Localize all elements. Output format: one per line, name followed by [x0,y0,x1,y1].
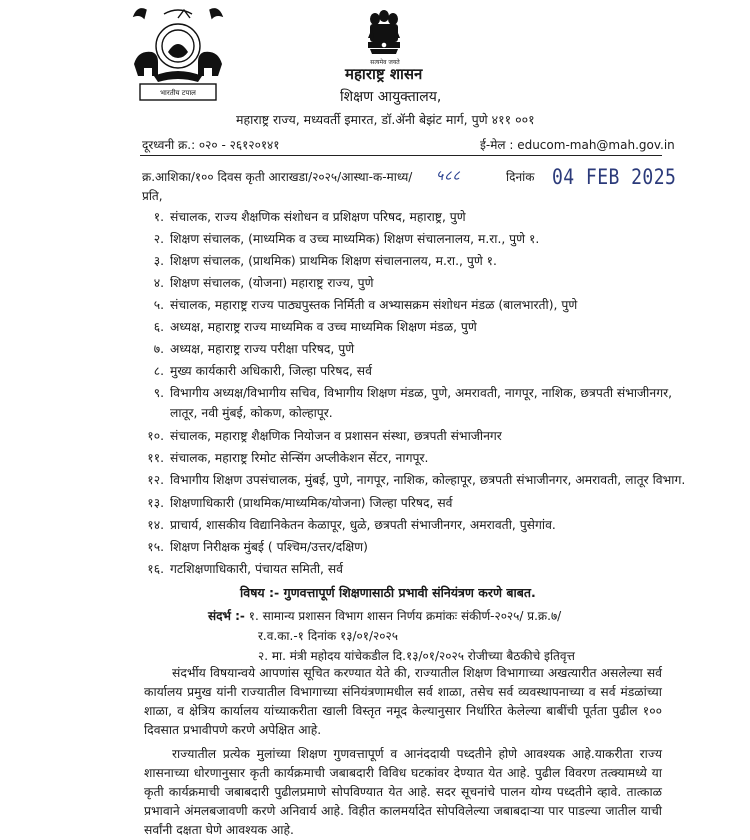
recipient-item: २. शिक्षण संचालक, (माध्यमिक व उच्च माध्यमिक) शिक्षण संचालनालय, म.रा., पुणे १. [153,232,540,246]
email-address: ई-मेल : educom-mah@mah.gov.in [480,138,675,152]
reference-item-1: १. सामान्य प्रशासन विभाग शासन निर्णय क्रमांकः संकीर्ण-२०२५/ प्र.क्र.७/ [248,609,562,623]
recipient-text: गटशिक्षणाधिकारी, पंचायत समिती, सर्व [170,562,344,576]
subject-text: गुणवत्तापूर्ण शिक्षणासाठी प्रभावी संनियंत्रण करणे बाबत. [283,585,536,600]
references-block [208,606,678,666]
recipient-item: ११. संचालक, महाराष्ट्र रिमोट सेन्सिंग अप्लीकेशन सेंटर, नागपूर. [147,451,429,465]
reference-item-2: २. मा. मंत्री महोदय यांचेकडील दि.१३/०१/२०२५ रोजीच्या बैठकीचे इतिवृत्त [258,649,575,663]
recipient-item: ४. शिक्षण संचालक, (योजना) महाराष्ट्र राज्य, पुणे [153,276,374,290]
reference-item-1-cont: र.व.का.-१ दिनांक १३/०१/२०२५ [258,629,399,643]
recipient-item [142,559,662,579]
recipient-text: शिक्षण निरीक्षक मुंबई ( पश्चिम/उत्तर/दक्षिण) [170,540,368,554]
recipient-number: १५. [147,540,164,554]
date-label: दिनांक [506,170,535,184]
subject-line [240,584,536,601]
handwritten-number: ५८८ [436,168,461,184]
office-name: शिक्षण आयुक्तालय, [340,89,442,105]
recipient-item [142,537,662,557]
recipient-item: ३. शिक्षण संचालक, (प्राथमिक) प्राथमिक शिक्षण संचालनालय, म.रा., पुणे १. [153,254,497,268]
recipients-label: प्रति, [142,189,163,203]
header-divider [140,155,662,156]
recipient-item: ७. अध्यक्ष, महाराष्ट्र राज्य परीक्षा परिषद, पुणे [153,342,355,356]
department-logo [128,4,228,112]
recipient-item: १२. विभागीय शिक्षण उपसंचालक, मुंबई, पुणे, नागपूर, नाशिक, कोल्हापूर, छत्रपती संभाजीनगर, अमरावती, लातूर विभाग. [147,473,686,487]
recipient-item: १४. प्राचार्य, शासकीय विद्यानिकेतन केळापूर, धुळे, छत्रपती संभाजीनगर, अमरावती, पुसेगांव. [147,518,556,532]
body-paragraph-1: संदर्भीय विषयान्वये आपणांस सूचित करण्यात येते की, राज्यातील शिक्षण विभागाच्या अखत्यारीत असलेल्या सर्व कार्यालय प्रमुख यांनी राज्यातील विभागाच्या संनियंत्रणामधील सर्व शाळा, तसेच सर्व व्यवस्थापनाच्या व सर्व मंडळांच्या शाळा, व क्षेत्रिय कार्यालय यांच्याकरीता खाली विस्तृत नमूद केल्यानुसार निर्धारित केलेल्या बाबींची पूर्तता पुढील १०० दिवसात प्रभावीपणे करणे अपेक्षित आहे. [144,666,662,737]
recipient-number: १६. [147,562,164,576]
reference-number: क्र.आशिका/१०० दिवस कृती आराखडा/२०२५/आस्था-क-माध्य/ [142,170,413,184]
body-paragraph-2: राज्यातील प्रत्येक मुलांच्या शिक्षण गुणवत्तापूर्ण व आनंददायी पध्दतीने होणे आवश्यक आहे.याकरीता राज्य शासनाच्या धोरणानुसार कृती कार्यक्रमाची जबाबदारी विविध घटकांवर देण्यात येत आहे. पुढील विवरण तत्क्यामध्ये या कृती कार्यक्रमाची जबाबदारी पुढीलप्रमाणे सोपविण्यात येत आहे. सदर सूचनांचे पालन योग्य पध्दतीने व्हावे. तात्काळ प्रभावाने अंमलबजावणी करणे अनिवार्य आहे. विहीत कालमर्यादेत सोपविलेल्या जबाबदाऱ्या पार पाडल्या जातील याची सर्वांनी दक्षता घेणे आवश्यक आहे. [144,747,662,837]
date-stamp: 04 FEB 2025 [552,165,677,189]
recipient-item: ८. मुख्य कार्यकारी अधिकारी, जिल्हा परिषद, सर्व [153,364,372,378]
recipient-item: १. संचालक, राज्य शैक्षणिक संशोधन व प्रशिक्षण परिषद, महाराष्ट्र, पुणे [153,210,466,224]
recipient-item: १०. संचालक, महाराष्ट्र शैक्षणिक नियोजन व प्रशासन संस्था, छत्रपती संभाजीनगर [147,429,502,443]
svg-text:भारतीय टपाल: भारतीय टपाल [160,89,196,97]
office-address: महाराष्ट्र राज्य, मध्यवर्ती इमारत, डॉ.ॲनी बेझंट मार्ग, पुणे ४११ ००१ [236,112,535,127]
recipient-item: ६. अध्यक्ष, महाराष्ट्र राज्य माध्यमिक व उच्च माध्यमिक शिक्षण मंडळ, पुणे [153,320,477,334]
government-name: महाराष्ट्र शासन [345,65,423,83]
recipient-item: १३. शिक्षणाधिकारी (प्राथमिक/माध्यमिक/योजना) जिल्हा परिषद, सर्व [147,496,453,510]
subject-label: विषय :- [240,585,280,600]
recipient-item: ५. संचालक, महाराष्ट्र राज्य पाठ्यपुस्तक निर्मिती व अभ्यासक्रम संशोधन मंडळ (बालभारती), पुणे [153,298,578,312]
phone-number: दूरध्वनी क्र.: ०२० - २६१२०१४१ [142,138,280,152]
recipient-item: ९. विभागीय अध्यक्ष/विभागीय सचिव, विभागीय शिक्षण मंडळ, पुणे, अमरावती, नागपूर, नाशिक, छत्रपती संभाजीनगर, लातूर, नवी मुंबई, कोकण, कोल्हापूर. [153,386,673,420]
emblem-caption: सत्यमेव जयते [370,59,400,66]
references-label: संदर्भ :- [208,609,245,623]
